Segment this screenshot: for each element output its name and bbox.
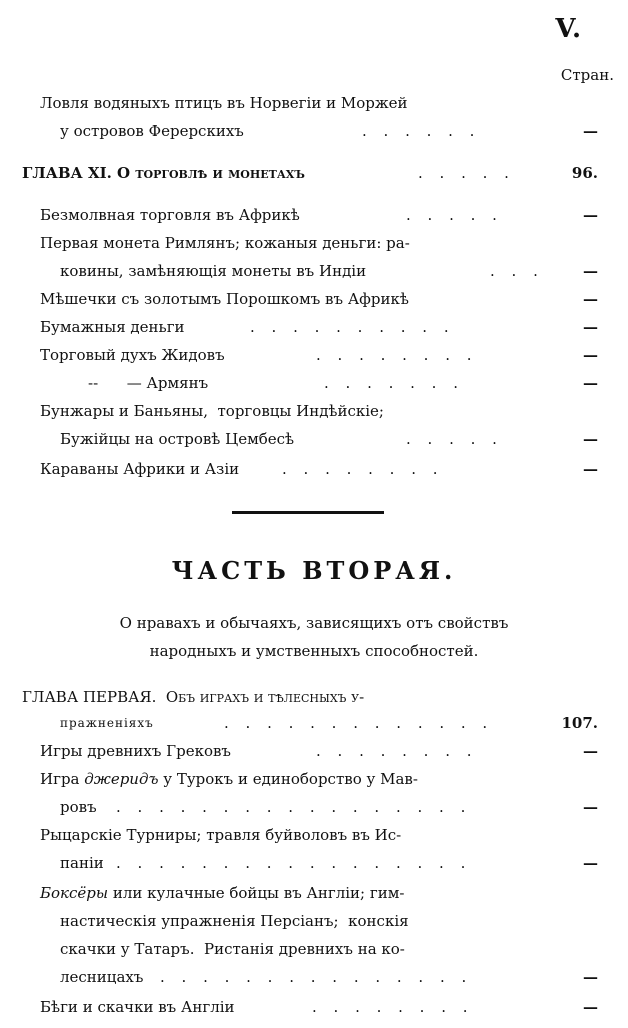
leader-dots: . . . . . . . . . . xyxy=(250,318,455,336)
leader-dots: . . . . . . . . xyxy=(312,998,474,1016)
toc-entry-text: Безмолвная торговля въ Африкѣ xyxy=(40,206,300,224)
leader-dots: . . . . . xyxy=(406,430,503,448)
toc-entry-text: -- — Армянъ xyxy=(88,374,209,392)
leader-dots: . . . . . . . xyxy=(324,374,464,392)
page-number: — xyxy=(583,318,598,336)
toc-entry-text: Бунжары и Баньяны, торговцы Индѣйскіе; xyxy=(40,402,384,420)
chapter-title: ГЛАВА XI. О торговлѣ и монетахъ xyxy=(22,164,305,182)
leader-dots: . . . . . . . . xyxy=(316,346,478,364)
leader-dots: . . . . . xyxy=(406,206,503,224)
italic-term: Боксёры xyxy=(40,884,109,902)
toc-entry-text: Мѣшечки съ золотымъ Порошкомъ въ Африкѣ xyxy=(40,290,409,308)
toc-entry-text: Рыцарскіе Турниры; травля буйволовъ въ Ис- xyxy=(40,826,402,844)
toc-entry-text: Бужійцы на островѣ Цембесѣ xyxy=(60,430,295,448)
toc-entry-text: у островов Ферерскихъ xyxy=(60,122,244,140)
toc-entry-text: лесницахъ xyxy=(60,968,144,986)
toc-entry-text: Игры древнихъ Грековъ xyxy=(40,742,231,760)
page-number: — xyxy=(583,430,598,448)
page-number: — xyxy=(583,854,598,872)
part-subtitle: О нравахъ и обычаяхъ, зависящихъ отъ свойствъ xyxy=(119,614,509,632)
toc-entry-text: паніи xyxy=(60,854,104,872)
chapter-title: пражненіяхъ xyxy=(60,716,154,730)
toc-entry-text: Боксёры или кулачные бойцы въ Англіи; гим- xyxy=(40,884,405,902)
toc-entry-text: Караваны Африки и Азіи xyxy=(40,460,240,478)
toc-entry-text: Ловля водяныхъ птицъ въ Норвегіи и Моржей xyxy=(40,94,408,112)
page-number: 96. xyxy=(571,164,598,182)
page-number: — xyxy=(583,122,598,140)
part-subtitle: народныхъ и умственныхъ способностей. xyxy=(149,642,479,660)
toc-entry-text: Первая монета Римлянъ; кожаныя деньги: ра- xyxy=(40,234,410,252)
page-number: 107. xyxy=(561,714,598,732)
part-title: ЧАСТЬ ВТОРАЯ. xyxy=(171,556,457,585)
toc-entry-text: настическія упражненія Персіанъ; конскія xyxy=(60,912,409,930)
section-divider xyxy=(232,511,384,514)
toc-entry-text: Торговый духъ Жидовъ xyxy=(40,346,225,364)
page-number: — xyxy=(583,968,598,986)
leader-dots: . . . xyxy=(490,262,544,280)
page-folio: V. xyxy=(555,14,582,44)
leader-dots: . . . . . . . . xyxy=(316,742,478,760)
toc-entry-text: скачки у Татаръ. Ристанія древнихъ на ко- xyxy=(60,940,405,958)
leader-dots: . . . . . . . . . . . . . . . xyxy=(160,968,473,986)
page-number: — xyxy=(583,206,598,224)
italic-term: джеридъ xyxy=(84,770,159,788)
leader-dots: . . . . . . . . xyxy=(282,460,444,478)
page-number: — xyxy=(583,742,598,760)
leader-dots: . . . . . xyxy=(418,164,515,182)
leader-dots: . . . . . . . . . . . . . xyxy=(224,714,494,732)
page-number: — xyxy=(583,460,598,478)
leader-dots: . . . . . . . . . . . . . . . . . xyxy=(116,798,472,816)
leader-dots: . . . . . . . . . . . . . . . . . xyxy=(116,854,472,872)
page-number: — xyxy=(583,998,598,1016)
leader-dots: . . . . . . xyxy=(362,122,481,140)
toc-entry-text: Бѣги и скачки въ Англіи xyxy=(40,998,235,1016)
page-number: — xyxy=(583,798,598,816)
toc-entry-text: ровъ xyxy=(60,798,97,816)
page-number: — xyxy=(583,374,598,392)
toc-entry-text: Бумажныя деньги xyxy=(40,318,185,336)
page-number: — xyxy=(583,290,598,308)
page-number: — xyxy=(583,262,598,280)
toc-entry-text: Игра джеридъ у Турокъ и единоборство у Мав- xyxy=(40,770,418,788)
page-column-label: Стран. xyxy=(560,66,614,84)
chapter-title: ГЛАВА ПЕРВАЯ. Объ играхъ и тѣлесныхъ у- xyxy=(22,688,365,706)
toc-entry-text: ковины, замѣняющія монеты въ Индіи xyxy=(60,262,367,280)
page-number: — xyxy=(583,346,598,364)
